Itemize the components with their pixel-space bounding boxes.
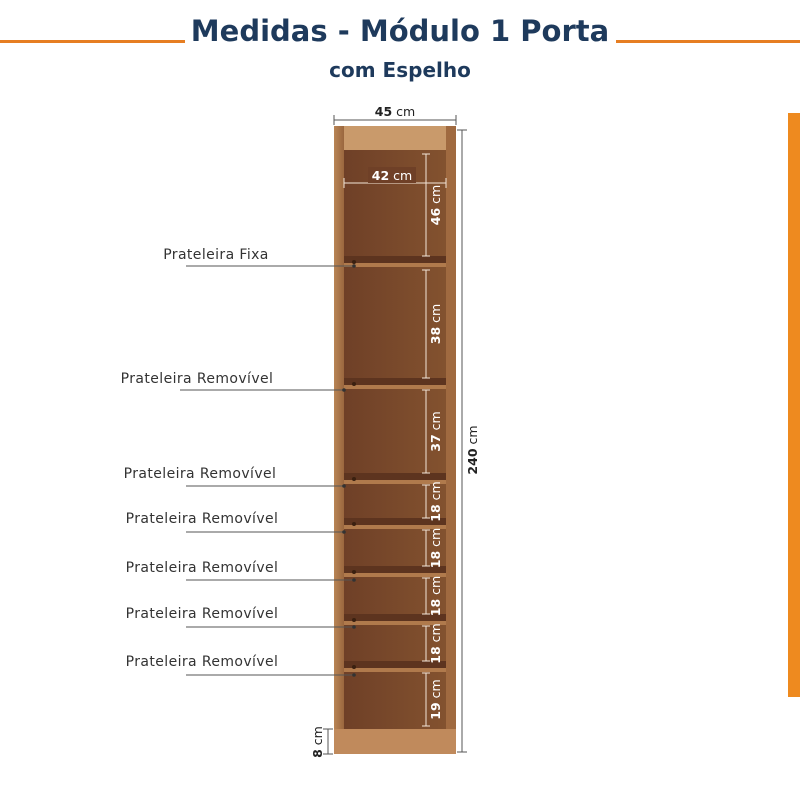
width-outer-dimension [334,104,456,125]
compartment-height-value: 37 [428,434,443,452]
shelf-label [126,654,356,677]
shelf-label-text: Prateleira Removível [125,606,279,622]
page-title: Medidas - Módulo 1 Porta [190,14,610,48]
compartment-height-value: 46 [428,207,443,226]
width-inner-value: 42 [371,168,390,183]
compartment-height-value: 19 [428,702,443,720]
shelf-label-text: Prateleira Removível [120,371,274,387]
compartment-height-unit: cm [428,623,443,647]
right-side-panel [446,126,456,754]
base-dimension [310,726,333,758]
compartment-height-value: 38 [428,326,443,345]
shelf-label-text: Prateleira Removível [125,654,279,670]
shelf-label [163,247,356,268]
labels-group [121,247,356,677]
compartment-height-text [428,623,443,663]
width-inner-unit: cm [393,168,413,183]
compartment-height-text [428,304,443,344]
shelf [344,256,446,267]
left-side-panel [334,126,344,754]
shelf-label-text: Prateleira Removível [123,466,277,482]
base-value: 8 [310,749,325,758]
shelf-label [126,560,356,582]
base-unit: cm [310,726,325,746]
width-outer-unit: cm [396,104,416,119]
compartment-height-unit: cm [428,575,443,599]
compartment-height-unit: cm [428,481,443,505]
page-subtitle: com Espelho [329,58,471,82]
compartment-height-unit: cm [428,184,443,208]
width-outer-value: 45 [374,104,393,119]
compartment-height-value: 18 [428,550,443,569]
compartment-height-text [428,576,443,616]
compartment-height-text [428,528,443,568]
height-total-dimension [457,130,480,752]
shelf [344,378,446,389]
shelf-label [126,511,346,534]
svg-text:240 cm [465,425,480,474]
svg-text:42 cm [372,168,412,183]
svg-text:8 cm [310,726,325,758]
compartment-height-unit: cm [428,411,443,435]
svg-text:45 cm [375,104,415,119]
compartment-height-text [428,185,443,225]
shelf-label [121,371,346,392]
compartment-height-value: 18 [428,504,443,522]
compartment-height-value: 18 [428,646,443,664]
shelf-label [126,606,356,629]
compartment-height-value: 18 [428,598,443,617]
compartment-height-unit: cm [428,303,443,327]
shelf-label-text: Prateleira Fixa [163,247,269,263]
base-plinth [334,729,456,754]
compartment-height-unit: cm [428,527,443,551]
shelf-label-text: Prateleira Removível [125,511,279,527]
compartment-height-unit: cm [428,679,443,703]
compartment-height-text [428,481,443,521]
compartment-height-text [428,679,443,719]
shelf-label [124,466,346,488]
height-total-value: 240 [465,448,480,475]
top-panel [334,126,456,150]
compartment-height-text [428,411,443,451]
shelf-label-text: Prateleira Removível [125,560,279,576]
height-total-unit: cm [465,425,480,445]
